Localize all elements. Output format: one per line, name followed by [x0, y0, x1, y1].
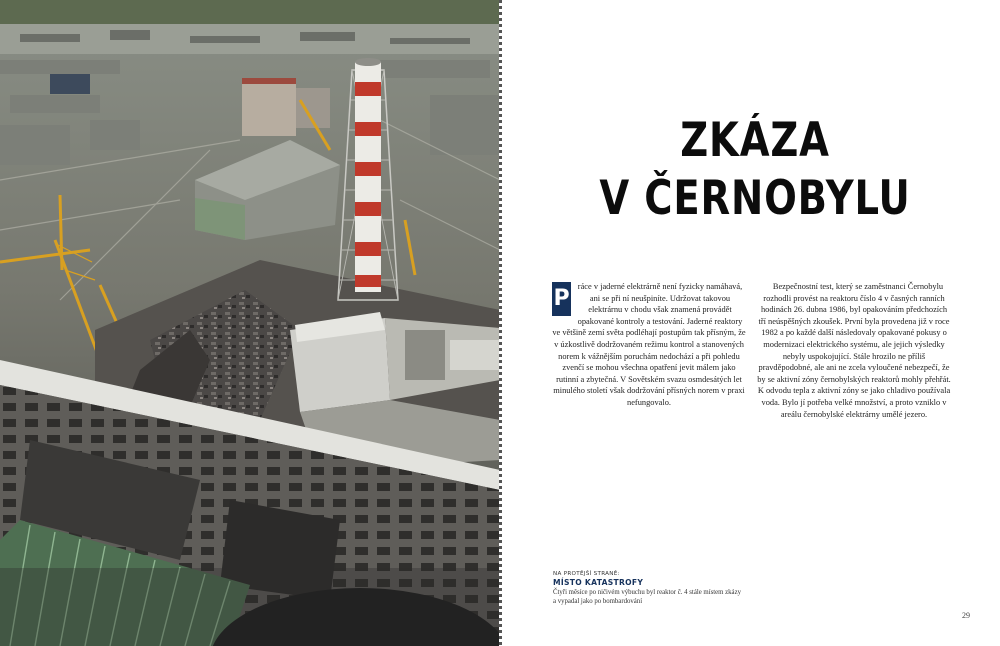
page-gutter: [499, 0, 502, 646]
title-line-1: ZKÁZA: [680, 113, 830, 168]
article-title: [595, 112, 915, 228]
title-line-2: V ČERNOBYLU: [599, 171, 911, 226]
page-number: 29: [962, 611, 970, 620]
caption-heading: MÍSTO KATASTROFY: [553, 578, 644, 587]
text-column-right: [757, 281, 951, 420]
paragraph-right: Bezpečnostní test, který se zaměstnanci Černobylu rozhodli provést na reaktoru číslo 4 v časných ranních hodinách 26. dubna 1986, byl opakováním předchozích tří neúspěšných zkoušek. První byla provedena již v roce 1982 a po každé další následovaly opakované pokusy o modernizaci elektrického systému, ale jejich výsledky nebyly uspokojující. Stále hrozilo ne příliš pravděpodobné, ale ani ne zcela vyloučené nebezpečí, že by se aktivní zóny černobylských reaktorů mohly přehřát. K odvodu tepla z aktivní zóny se jako chladivo používala voda. Bylo jí potřeba velké množství, a proto vzniklo v areálu černobylské elektrárny umělé jezero.: [757, 282, 951, 419]
text-column-left: [552, 281, 746, 409]
paragraph-left: ráce v jaderné elektrárně není fyzicky namáhavá, ani se při ní neušpiníte. Udržovat takovou elektrárnu v chodu však znamená provádět opakované kontroly a testování. Jaderné reaktory ve většině zemí světa podléhají postupům tak přísným, že v úzkostlivě dodržovaném režimu kontrol a stanovených norem k vážnějším poruchám nedochází a při pohledu zvenčí se mohou všechna opatření jevit málem jako rutinní a zbytečná. V Sovětském svazu osmdesátých let minulého století však dodržování přísných norem v praxi nefungovalo.: [552, 282, 746, 407]
drop-cap: P: [552, 282, 571, 316]
photo-caption: [553, 570, 743, 606]
caption-kicker: NA PROTĚJŠÍ STRANĚ:: [553, 571, 620, 577]
caption-text: Čtyři měsíce po ničivém výbuchu byl reaktor č. 4 stále místem zkázy a vypadal jako po bombardování: [553, 589, 741, 605]
